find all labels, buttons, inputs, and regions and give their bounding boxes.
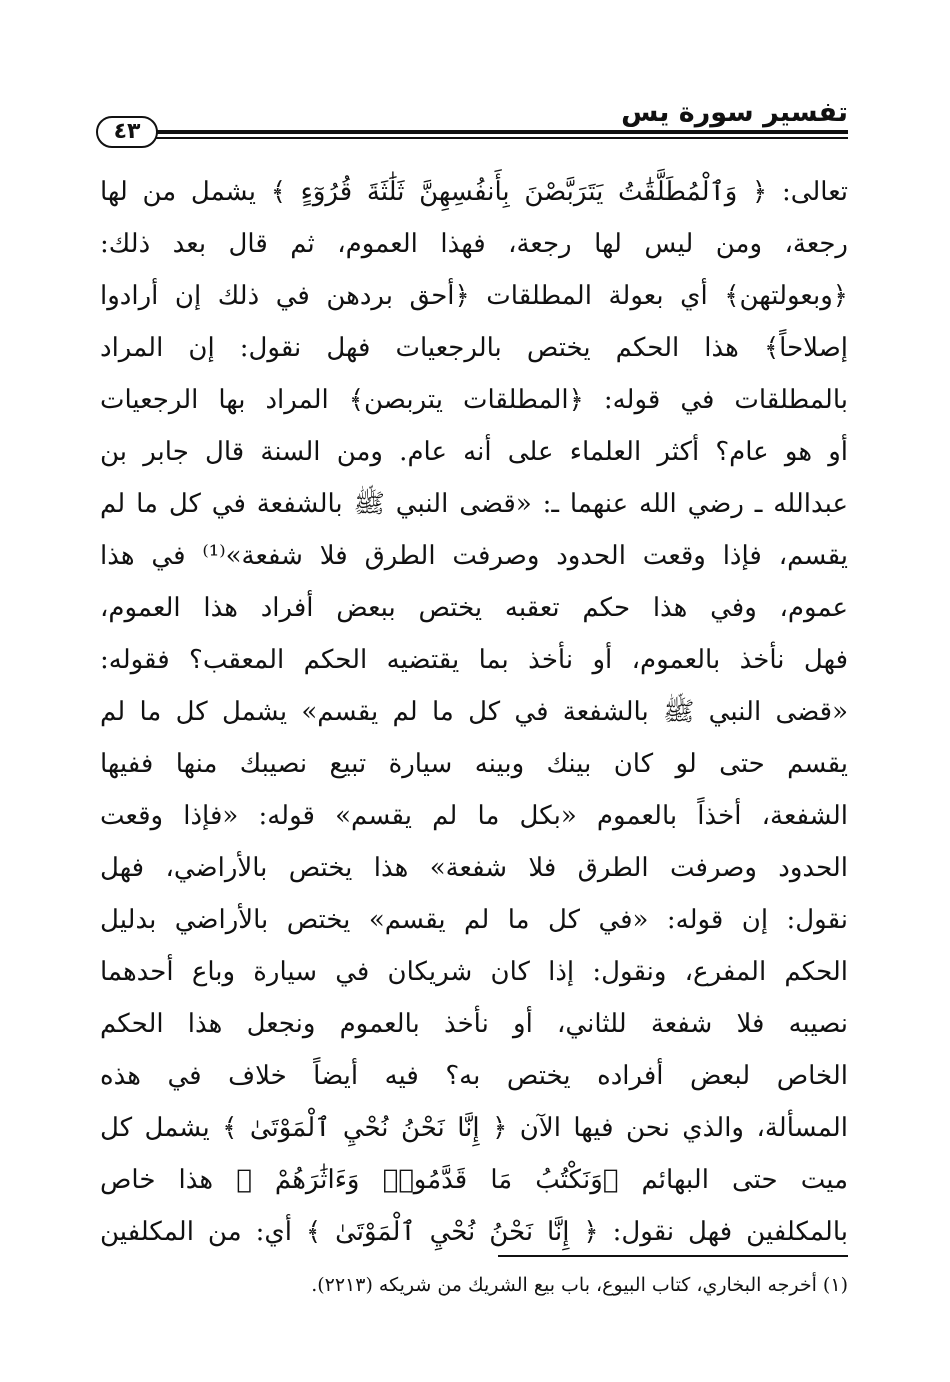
- header-rule-thin: [154, 137, 848, 139]
- text-line: يقسم حتى لو كان بينك وبينه سيارة تبيع نصيبك منها ففيها: [100, 749, 848, 779]
- text-line: إصلاحاً﴾ هذا الحكم يختص بالرجعيات فهل نقول: إن المراد: [100, 333, 848, 363]
- text-line: الحدود وصرفت الطرق فلا شفعة» هذا يختص بالأراضي، فهل: [100, 853, 848, 883]
- text-line: بالمطلقات في قوله: ﴿المطلقات يتربصن﴾ المراد بها الرجعيات: [100, 385, 848, 415]
- text-line: فهل نأخذ بالعموم، أو نأخذ بما يقتضيه الحكم المعقب؟ فقوله:: [100, 645, 848, 675]
- text-line: بالمكلفين فهل نقول: ﴿ إِنَّا نَحْنُ نُحْيِ ٱلْمَوْتَىٰ ﴾ أي: من المكلفين: [100, 1217, 848, 1247]
- text-line: نقول: إن قوله: «في كل ما لم يقسم» يختص بالأراضي بدليل: [100, 905, 848, 935]
- page-header: [96, 96, 848, 148]
- text-line: الحكم المفرع، ونقول: إذا كان شريكان في سيارة وباع أحدهما: [100, 957, 848, 987]
- text-line: الشفعة، أخذاً بالعموم «بكل ما لم يقسم» قوله: «فإذا وقعت: [100, 801, 848, 831]
- text-line: الخاص لبعض أفراده يختص به؟ فيه أيضاً خلاف في هذه: [100, 1061, 848, 1091]
- text-line: رجعة، ومن ليس لها رجعة، فهذا العموم، ثم قال بعد ذلك:: [100, 229, 848, 259]
- text-line: عبدالله ـ رضي الله عنهما ـ: «قضى النبي ﷺ بالشفعة في كل ما لم: [100, 489, 848, 519]
- text-line: المسألة، والذي نحن فيها الآن ﴿ إِنَّا نَحْنُ نُحْيِ ٱلْمَوْتَىٰ ﴾ يشمل كل: [100, 1113, 848, 1143]
- page-number-badge: ٤٣: [96, 116, 158, 148]
- text-line: تعالى: ﴿ وَٱلْمُطَلَّقَٰتُ يَتَرَبَّصْنَ بِأَنفُسِهِنَّ ثَلَٰثَةَ قُرُوٓءٍ ﴾ يشمل من لها: [100, 177, 848, 207]
- text-line: ﴿وبعولتهن﴾ أي بعولة المطلقات ﴿أحق بردهن في ذلك إن أرادوا: [100, 281, 848, 311]
- text-line: ميت حتى البهائم ﴿وَنَكْتُبُ مَا قَدَّمُوا۟ وَءَاثَٰرَهُمْ ﴾ هذا خاص: [100, 1165, 848, 1195]
- footnote: (١) أخرجه البخاري، كتاب البيوع، باب بيع الشريك من شريكه (٢٢١٣).: [311, 1274, 848, 1296]
- text-line: «قضى النبي ﷺ بالشفعة في كل ما لم يقسم» يشمل كل ما لم: [100, 697, 848, 727]
- body-text: [100, 166, 848, 1258]
- running-title: تفسير سورة يس: [621, 97, 848, 128]
- text-line: نصيبه فلا شفعة للثاني، أو نأخذ بالعموم ونجعل هذا الحكم: [100, 1009, 848, 1039]
- header-rule-thick: [154, 130, 848, 134]
- text-line: يقسم، فإذا وقعت الحدود وصرفت الطرق فلا شفعة»⁽¹⁾ في هذا: [100, 541, 848, 571]
- text-line: عموم، وفي هذا حكم تعقبه يختص ببعض أفراد هذا العموم،: [100, 593, 848, 623]
- text-line: أو هو عام؟ أكثر العلماء على أنه عام. ومن السنة قال جابر بن: [100, 437, 848, 467]
- footnote-separator: [498, 1255, 848, 1257]
